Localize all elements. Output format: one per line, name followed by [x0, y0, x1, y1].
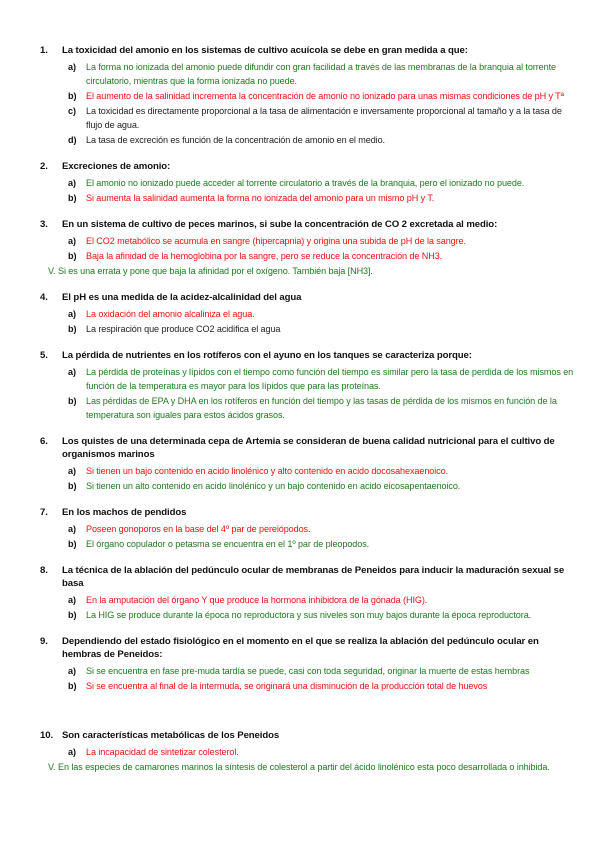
option-text: Baja la afinidad de la hemoglobina por la sangre, pero se reduce la concentración de NH3. [86, 251, 443, 261]
option-a [40, 664, 574, 678]
answer-note: V. Si es una errata y pone que baja la afinidad por el oxígeno. También baja [NH3]. [48, 266, 373, 276]
option-a [40, 365, 574, 393]
question-2 [40, 160, 574, 205]
question-number: 3. [40, 219, 48, 230]
option-a [40, 234, 574, 248]
option-letter: b) [68, 681, 77, 691]
question-3 [40, 218, 574, 278]
question-text: La técnica de la ablación del pedúnculo ocular de membranas de Peneidos para inducir la maduración sexual se basa [62, 565, 565, 589]
option-letter: c) [68, 106, 76, 116]
option-letter: b) [68, 324, 77, 334]
option-text: Si se encuentra al final de la intermuda, se originará una disminución de la producción total de huevos [86, 681, 488, 691]
option-text: Si tienen un bajo contenido en acido linolénico y alto contenido en acido docosahexaenoico. [86, 466, 448, 476]
option-letter: a) [68, 666, 76, 676]
question-number: 2. [40, 161, 48, 172]
option-d [40, 133, 574, 147]
option-letter: b) [68, 396, 77, 406]
option-text: Si tienen un alto contenido en acido linolénico y un bajo contenido en acido eicosapentaenoico. [86, 481, 461, 491]
option-a [40, 745, 574, 759]
option-letter: b) [68, 193, 77, 203]
option-text: Si aumenta la salinidad aumenta la forma no ionizada del amonio para un mismo pH y T. [86, 193, 435, 203]
question-text: El pH es una medida de la acidez-alcalinidad del agua [62, 292, 302, 303]
question-6 [40, 435, 574, 493]
option-letter: a) [68, 524, 76, 534]
option-a [40, 593, 574, 607]
option-letter: a) [68, 466, 76, 476]
option-letter: a) [68, 236, 76, 246]
question-number: 5. [40, 350, 48, 361]
question-9 [40, 635, 574, 693]
question-text: En los machos de pendidos [62, 507, 187, 518]
option-letter: a) [68, 309, 76, 319]
option-text: Las pérdidas de EPA y DHA en los rotíferos en función del tiempo y las tasas de pérdida de los mismos en función de la temperatura son iguales para estos ácidos grasos. [86, 396, 557, 420]
option-b [40, 537, 574, 551]
option-a [40, 176, 574, 190]
option-text: La pérdida de proteínas y lípidos con el tiempo como función del tiempo es similar pero la tasa de perdida de los mismos en función de la temperatura es mayor para los lípidos que para las proteínas. [86, 367, 574, 391]
option-letter: b) [68, 610, 77, 620]
option-letter: b) [68, 539, 77, 549]
option-letter: b) [68, 91, 77, 101]
option-b [40, 479, 574, 493]
question-number: 6. [40, 436, 48, 447]
option-b [40, 89, 574, 103]
option-a [40, 307, 574, 321]
option-a [40, 464, 574, 478]
option-text: Si se encuentra en fase pre-muda tardía se puede, casi con toda seguridad, originar la muerte de estas hembras [86, 666, 530, 676]
question-number: 9. [40, 636, 48, 647]
option-a [40, 60, 574, 88]
question-7 [40, 506, 574, 551]
option-b [40, 394, 574, 422]
question-5 [40, 349, 574, 422]
question-8 [40, 564, 574, 622]
question-10 [40, 729, 574, 774]
question-number: 10. [40, 730, 54, 741]
answer-note: V. En las especies de camarones marinos la síntesis de colesterol a partir del ácido linolénico esta poco desarrollada o inhibida. [48, 762, 550, 772]
option-text: El aumento de la salinidad incrementa la concentración de amonio no ionizado para unas mismas condiciones de pH y Tª [86, 91, 564, 101]
option-letter: b) [68, 251, 77, 261]
question-text: Son características metabólicas de los Peneidos [62, 730, 280, 741]
option-text: El amonio no ionizado puede acceder al torrente circulatorio a través de la branquia, pero el ionizado no puede. [86, 178, 525, 188]
option-letter: b) [68, 481, 77, 491]
option-letter: a) [68, 747, 76, 757]
question-4 [40, 291, 574, 336]
option-b [40, 191, 574, 205]
option-letter: a) [68, 367, 76, 377]
option-letter: a) [68, 595, 76, 605]
option-letter: a) [68, 62, 76, 72]
question-text: La pérdida de nutrientes en los rotíferos con el ayuno en los tanques se caracteriza porque: [62, 350, 472, 361]
option-b [40, 249, 574, 263]
option-text: La oxidación del amonio alcaliniza el agua. [86, 309, 255, 319]
option-text: Poseen gonoporos en la base del 4º par de pereiópodos. [86, 524, 311, 534]
option-text: El CO2 metabólico se acumula en sangre (hipercapnia) y origina una subida de pH de la sangre. [86, 236, 466, 246]
option-text: La respiración que produce CO2 acidifica el agua [86, 324, 281, 334]
option-c [40, 104, 574, 132]
option-letter: d) [68, 135, 77, 145]
option-text: El órgano copulador o petasma se encuentra en el 1º par de pleopodos. [86, 539, 370, 549]
question-text: Excreciones de amonio: [62, 161, 171, 172]
option-text: La toxicidad es directamente proporcional a la tasa de alimentación e inversamente proporcional al tamaño y a la tasa de flujo de agua. [86, 106, 562, 130]
question-text: La toxicidad del amonio en los sistemas de cultivo acuícola se debe en gran medida a que: [62, 45, 468, 56]
question-number: 7. [40, 507, 48, 518]
question-1 [40, 44, 574, 147]
question-text: Dependiendo del estado fisiológico en el momento en el que se realiza la ablación del pedúnculo ocular en hembras de Peneidos: [62, 636, 539, 660]
option-b [40, 322, 574, 336]
option-a [40, 522, 574, 536]
question-number: 1. [40, 45, 48, 56]
question-number: 8. [40, 565, 48, 576]
option-text: La forma no ionizada del amonio puede difundir con gran facilidad a través de las membranas de la branquia al torrente circulatorio, mientras que la forma ionizada no puede. [86, 62, 556, 86]
option-text: La HIG se produce durante la época no reproductora y sus niveles son muy bajos durante la época reproductora. [86, 610, 532, 620]
question-text: En un sistema de cultivo de peces marinos, si sube la concentración de CO 2 excretada al medio: [62, 219, 498, 230]
question-number: 4. [40, 292, 48, 303]
option-text: En la amputación del órgano Y que produce la hormona inhibidora de la gónada (HIG). [86, 595, 428, 605]
option-b [40, 679, 574, 693]
option-b [40, 608, 574, 622]
option-text: La tasa de excreción es función de la concentración de amonio en el medio. [86, 135, 385, 145]
option-letter: a) [68, 178, 76, 188]
question-text: Los quistes de una determinada cepa de Artemia se consideran de buena calidad nutricional para el cultivo de organismos marinos [62, 436, 555, 460]
option-text: La incapacidad de sintetizar colesterol. [86, 747, 239, 757]
